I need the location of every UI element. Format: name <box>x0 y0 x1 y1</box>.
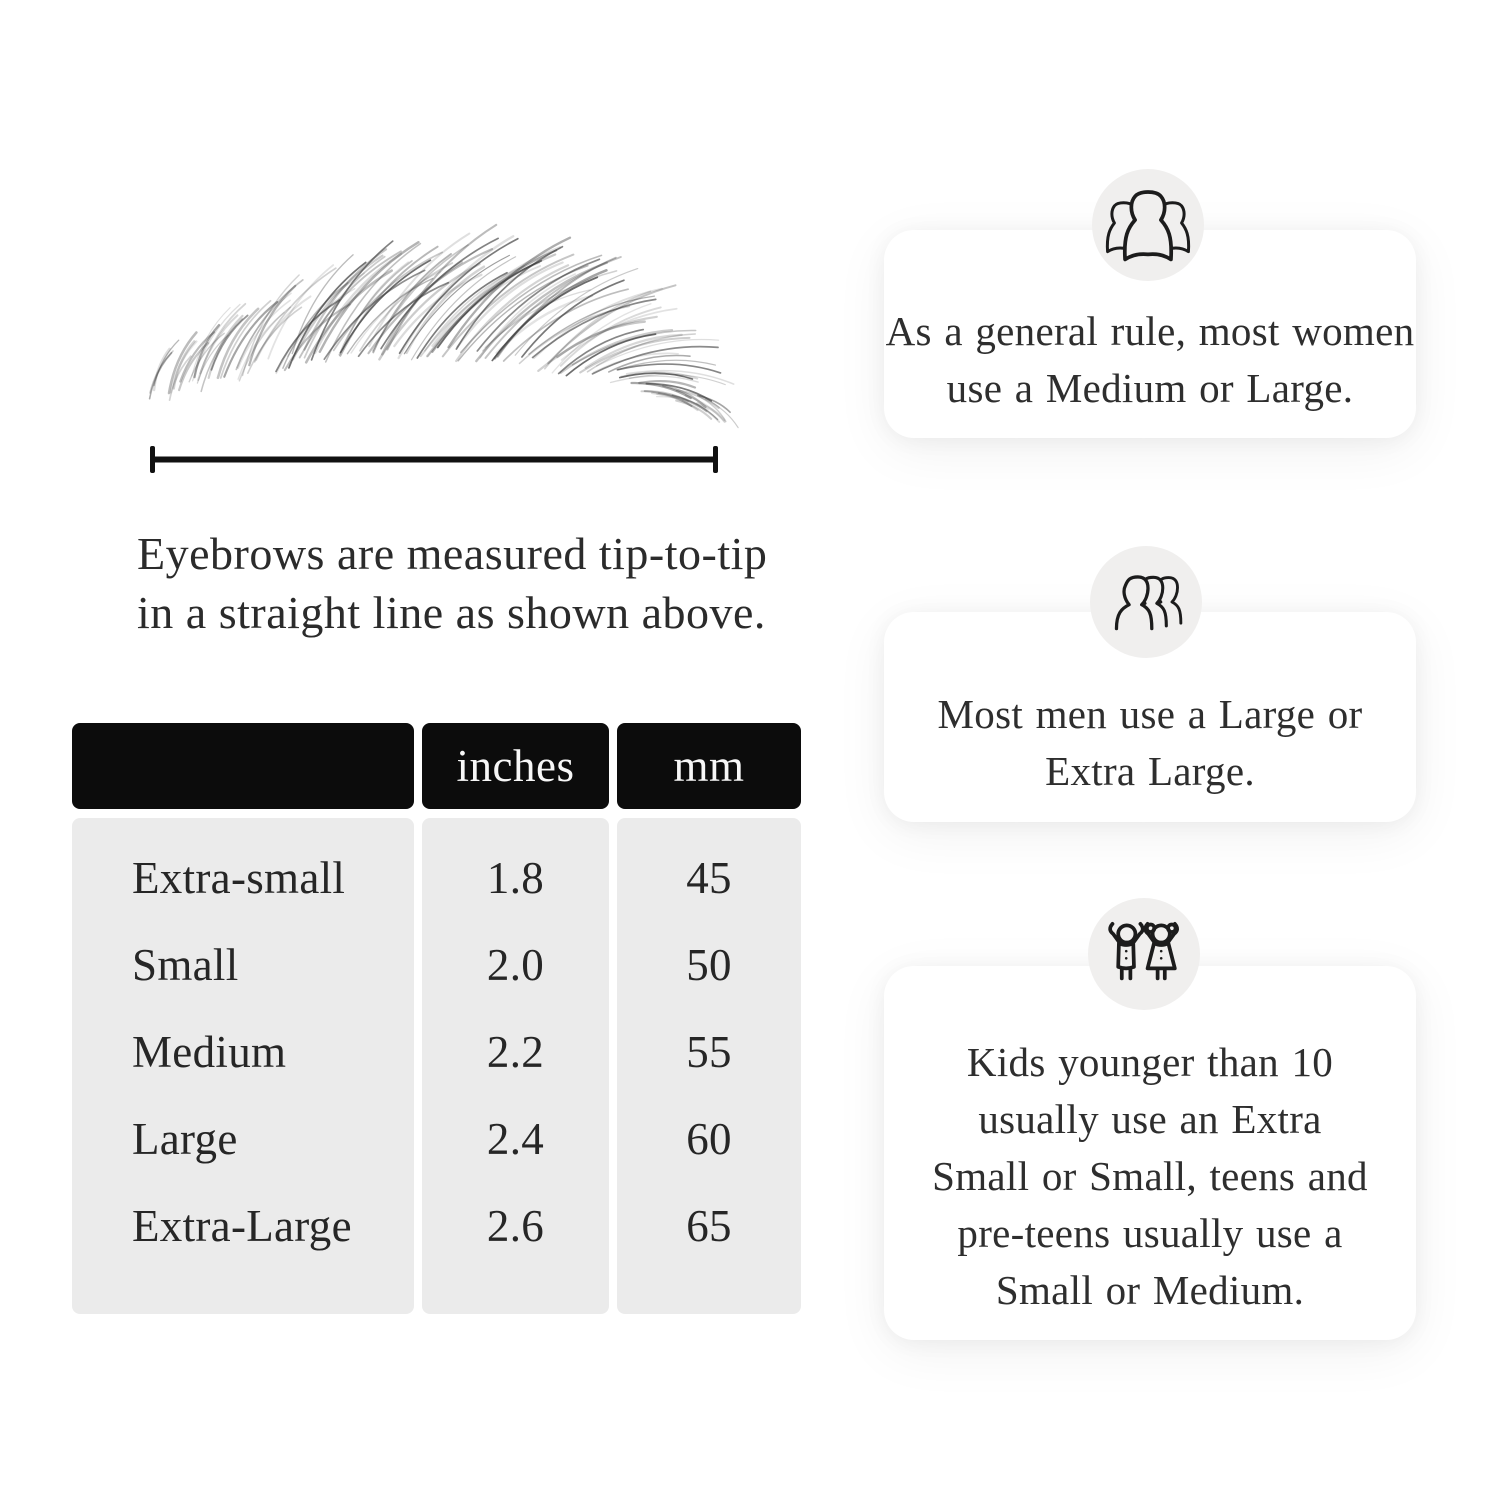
header-cell-inches: inches <box>422 723 609 809</box>
men-group-icon <box>1103 562 1189 642</box>
size-label: Extra-Large <box>132 1201 352 1252</box>
mm-value: 65 <box>686 1201 732 1252</box>
women-group-icon <box>1105 185 1191 265</box>
measurement-line <box>150 446 718 474</box>
caption-line-2: in a straight line as shown above. <box>137 587 766 638</box>
caption-line-1: Eyebrows are measured tip-to-tip <box>137 528 768 579</box>
tip-text-line: Small or Medium. <box>995 1266 1305 1313</box>
size-label-column <box>72 818 414 1314</box>
size-label: Medium <box>132 1027 287 1077</box>
inches-value: 2.6 <box>486 1201 545 1252</box>
mm-value: 60 <box>686 1114 732 1165</box>
tip-text-line: usually use an Extra <box>978 1095 1322 1142</box>
inches-column <box>422 818 609 1314</box>
kids-icon-badge <box>1088 898 1200 1010</box>
men-icon-badge <box>1090 546 1202 658</box>
tip-text-line: Extra Large. <box>1045 748 1255 794</box>
size-table-header <box>72 723 801 809</box>
header-cell-mm: mm <box>617 723 801 809</box>
tip-text-line: As a general rule, most women <box>885 308 1415 354</box>
size-label: Small <box>132 939 239 990</box>
kids-icon <box>1101 914 1187 994</box>
mm-value: 45 <box>686 852 732 903</box>
tip-text-line: pre-teens usually use a <box>957 1209 1343 1256</box>
tip-card-kids <box>884 966 1416 1340</box>
eyebrow-illustration <box>110 210 750 460</box>
inches-value: 2.0 <box>486 939 545 990</box>
tip-text-line: Kids younger than 10 <box>966 1038 1334 1085</box>
tip-text-line: use a Medium or Large. <box>946 365 1354 411</box>
measurement-caption <box>137 524 777 642</box>
mm-value: 55 <box>686 1027 732 1077</box>
inches-value: 1.8 <box>486 852 545 903</box>
size-label: Large <box>132 1114 238 1165</box>
mm-value: 50 <box>686 939 732 990</box>
tip-text-line: Small or Small, teens and <box>932 1152 1368 1199</box>
header-cell-size <box>72 723 414 809</box>
tip-text-line: Most men use a Large or <box>937 691 1363 737</box>
mm-column <box>617 818 801 1314</box>
size-table <box>72 723 801 1314</box>
size-label: Extra-small <box>132 852 346 903</box>
inches-value: 2.4 <box>486 1114 545 1165</box>
inches-value: 2.2 <box>486 1027 545 1077</box>
women-icon-badge <box>1092 169 1204 281</box>
size-table-body <box>72 818 801 1314</box>
